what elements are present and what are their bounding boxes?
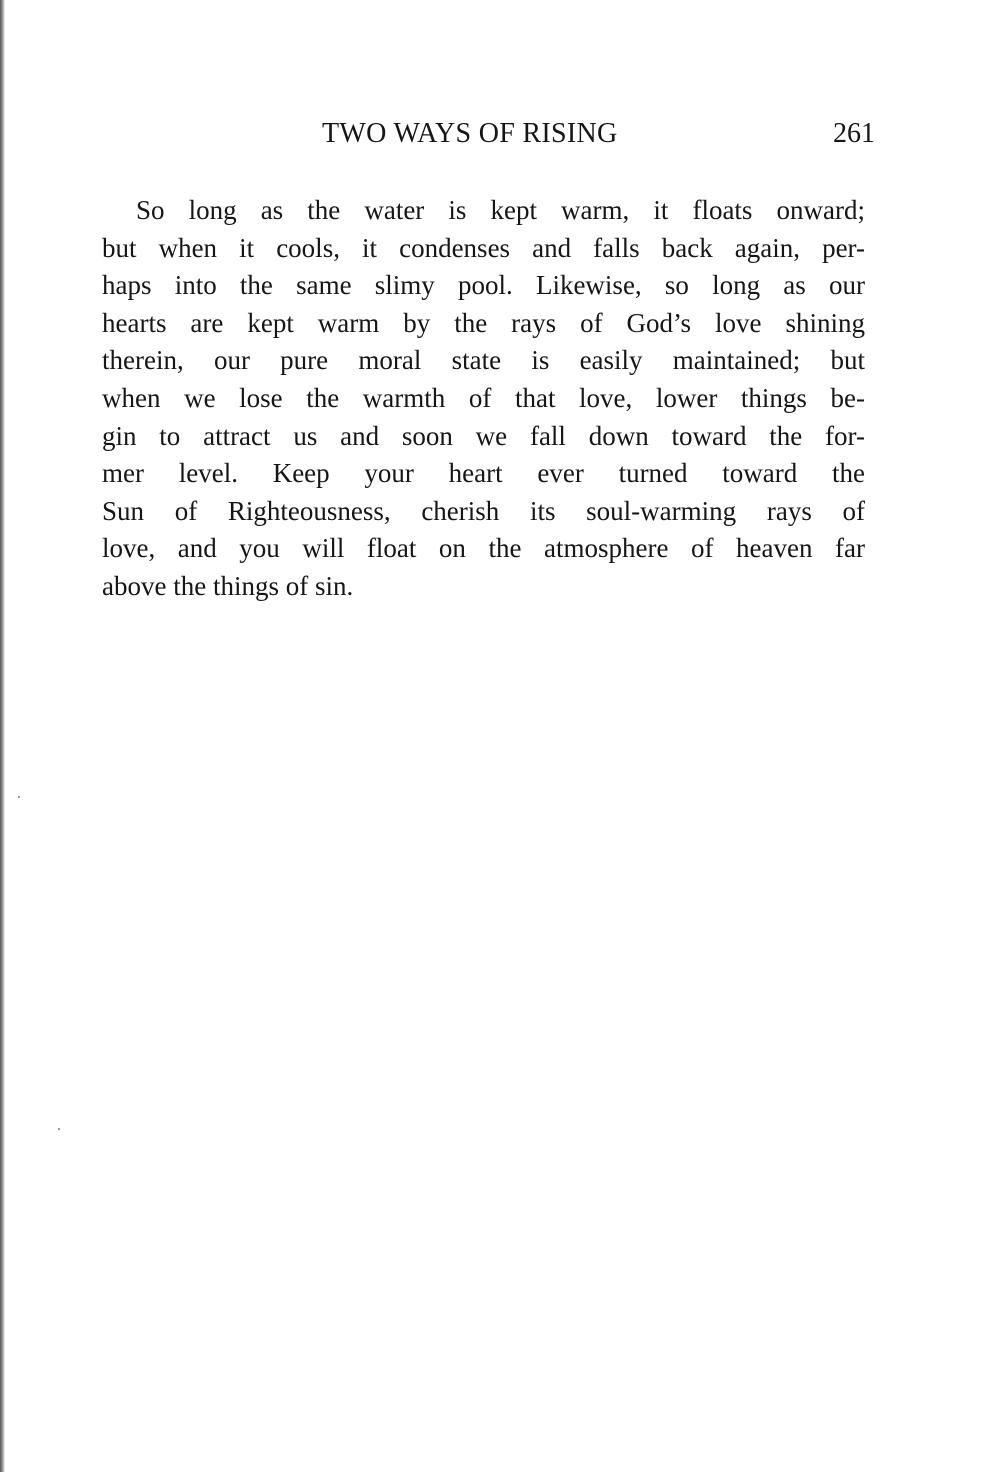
text-line: gin to attract us and soon we fall down toward the for- — [102, 420, 865, 451]
text-line: but when it cools, it condenses and falls back again, per- — [102, 232, 865, 263]
page-binding-edge — [0, 0, 5, 1472]
text-line: So long as the water is kept warm, it floats onward; — [136, 195, 865, 225]
text-line: haps into the same slimy pool. Likewise, so long as our — [102, 270, 865, 301]
scan-speck — [58, 1128, 60, 1130]
page-number: 261 — [833, 118, 875, 149]
text-line: Sun of Righteousness, cherish its soul-warming rays of — [102, 495, 865, 526]
text-line: mer level. Keep your heart ever turned toward the — [102, 458, 865, 489]
body-paragraph — [102, 192, 865, 606]
text-line: when we lose the warmth of that love, lower things be- — [102, 382, 865, 413]
running-title: TWO WAYS OF RISING — [322, 118, 618, 149]
text-line: therein, our pure moral state is easily maintained; but — [102, 345, 865, 376]
running-header — [100, 118, 875, 158]
text-line: hearts are kept warm by the rays of God’s love shining — [102, 307, 865, 338]
scan-speck — [18, 796, 20, 798]
text-line: above the things of sin. — [102, 570, 354, 601]
text-line: love, and you will float on the atmosphere of heaven far — [102, 533, 865, 564]
